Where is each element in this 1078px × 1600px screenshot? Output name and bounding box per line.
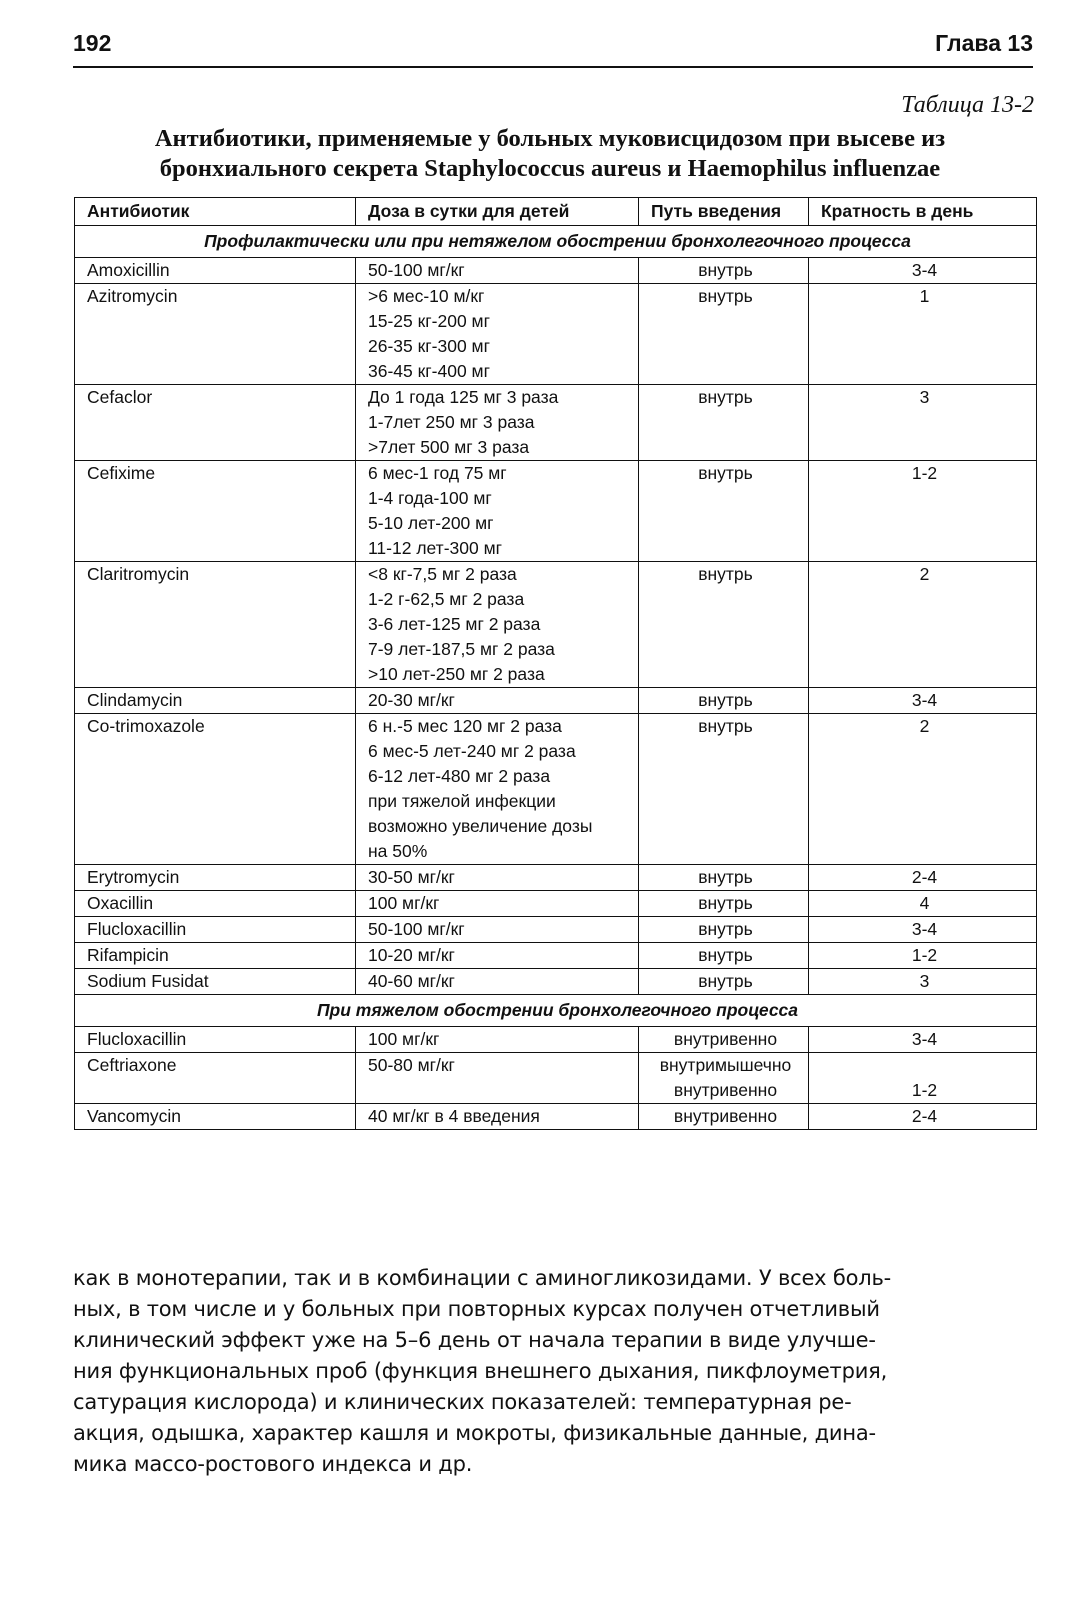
table-row	[75, 1027, 1037, 1053]
dose-cell	[356, 461, 639, 562]
frequency-cell: 3	[809, 969, 1037, 995]
dose-line: 3-6 лет-125 мг 2 раза	[368, 614, 541, 634]
body-line: ных, в том числе и у больных при повторных курсах получен отчетливый	[73, 1297, 880, 1321]
dose-cell	[356, 1104, 639, 1130]
frequency-cell: 2	[809, 562, 1037, 688]
frequency-cell: 1	[809, 284, 1037, 385]
antibiotic-name: Erytromycin	[75, 865, 356, 891]
antibiotic-name: Flucloxacillin	[75, 1027, 356, 1053]
route-cell	[639, 917, 809, 943]
frequency-cell: 2-4	[809, 1104, 1037, 1130]
dose-line: 5-10 лет-200 мг	[368, 513, 494, 533]
antibiotic-name: Azitromycin	[75, 284, 356, 385]
frequency-cell: 3	[809, 385, 1037, 461]
route-cell	[639, 1053, 809, 1104]
dose-cell	[356, 562, 639, 688]
antibiotic-name: Co-trimoxazole	[75, 714, 356, 865]
route-cell	[639, 562, 809, 688]
antibiotic-name: Cefixime	[75, 461, 356, 562]
dose-line: 6 мес-5 лет-240 мг 2 раза	[368, 741, 576, 761]
antibiotic-name: Amoxicillin	[75, 258, 356, 284]
table-row	[75, 688, 1037, 714]
route-line: внутрь	[698, 564, 753, 584]
dose-line: 20-30 мг/кг	[368, 690, 455, 710]
route-line: внутрь	[698, 716, 753, 736]
dose-line: >7лет 500 мг 3 раза	[368, 437, 530, 457]
dose-line: 15-25 кг-200 мг	[368, 311, 490, 331]
dose-cell	[356, 891, 639, 917]
table-row	[75, 865, 1037, 891]
dose-cell	[356, 714, 639, 865]
page-header	[73, 28, 1033, 68]
route-cell	[639, 688, 809, 714]
dose-line: 50-100 мг/кг	[368, 919, 465, 939]
antibiotics-table	[74, 197, 1037, 1130]
route-line: внутрь	[698, 971, 753, 991]
antibiotic-name: Flucloxacillin	[75, 917, 356, 943]
dose-line: 26-35 кг-300 мг	[368, 336, 490, 356]
dose-cell	[356, 943, 639, 969]
route-line: внутрь	[698, 286, 753, 306]
dose-line: 36-45 кг-400 мг	[368, 361, 490, 381]
route-cell	[639, 385, 809, 461]
dose-cell	[356, 284, 639, 385]
table-row	[75, 943, 1037, 969]
route-cell	[639, 714, 809, 865]
section-row	[75, 226, 1037, 258]
dose-line: 40 мг/кг в 4 введения	[368, 1106, 540, 1126]
dose-line: До 1 года 125 мг 3 раза	[368, 387, 559, 407]
frequency-cell: 3-4	[809, 688, 1037, 714]
antibiotic-name: Oxacillin	[75, 891, 356, 917]
antibiotic-name: Claritromycin	[75, 562, 356, 688]
table-row	[75, 714, 1037, 865]
dose-line: на 50%	[368, 841, 428, 861]
dose-cell	[356, 385, 639, 461]
route-line: внутрь	[698, 690, 753, 710]
dose-line: 100 мг/кг	[368, 893, 440, 913]
antibiotic-name: Sodium Fusidat	[75, 969, 356, 995]
chapter-title: Глава 13	[935, 30, 1033, 56]
dose-line: 50-80 мг/кг	[368, 1055, 455, 1075]
page-number: 192	[73, 30, 112, 56]
route-cell	[639, 943, 809, 969]
column-header-frequency: Кратность в день	[809, 198, 1037, 226]
dose-line: 40-60 мг/кг	[368, 971, 455, 991]
frequency-cell: 2-4	[809, 865, 1037, 891]
route-line: внутрь	[698, 260, 753, 280]
dose-line: 1-2 г-62,5 мг 2 раза	[368, 589, 525, 609]
route-line: внутрь	[698, 867, 753, 887]
table-title	[60, 124, 1040, 184]
route-cell	[639, 865, 809, 891]
dose-cell	[356, 1053, 639, 1104]
dose-line: 6 н.-5 мес 120 мг 2 раза	[368, 716, 562, 736]
table-row	[75, 917, 1037, 943]
frequency-cell: 1-2	[809, 461, 1037, 562]
table-row	[75, 385, 1037, 461]
dose-line: 7-9 лет-187,5 мг 2 раза	[368, 639, 555, 659]
route-line: внутрь	[698, 387, 753, 407]
dose-cell	[356, 258, 639, 284]
table-title-line: бронхиального секрета Staphylococcus aureus и Haemophilus influenzae	[159, 155, 941, 182]
route-line: внутривенно	[673, 1029, 778, 1049]
section-heading: Профилактически или при нетяжелом обострении бронхолегочного процесса	[75, 226, 1037, 258]
dose-line: 6-12 лет-480 мг 2 раза	[368, 766, 551, 786]
table-header-row	[75, 198, 1037, 226]
frequency-cell: 1-2	[809, 1053, 1037, 1104]
antibiotic-name: Ceftriaxone	[75, 1053, 356, 1104]
dose-line: при тяжелой инфекции	[368, 791, 556, 811]
dose-cell	[356, 1027, 639, 1053]
body-line: акция, одышка, характер кашля и мокроты, физикальные данные, дина-	[73, 1421, 876, 1445]
route-cell	[639, 258, 809, 284]
dose-line: 10-20 мг/кг	[368, 945, 455, 965]
dose-line: 30-50 мг/кг	[368, 867, 455, 887]
antibiotic-name: Vancomycin	[75, 1104, 356, 1130]
table-row	[75, 891, 1037, 917]
dose-line: 1-7лет 250 мг 3 раза	[368, 412, 535, 432]
dose-line: >6 мес-10 м/кг	[368, 286, 485, 306]
dose-line: 50-100 мг/кг	[368, 260, 465, 280]
table-row	[75, 969, 1037, 995]
antibiotic-name: Rifampicin	[75, 943, 356, 969]
body-line: клинический эффект уже на 5–6 день от начала терапии в виде улучше-	[73, 1328, 876, 1352]
dose-cell	[356, 969, 639, 995]
table-row	[75, 1104, 1037, 1130]
body-line: сатурация кислорода) и клинических показателей: температурная ре-	[73, 1390, 852, 1414]
frequency-cell: 1-2	[809, 943, 1037, 969]
frequency-cell: 3-4	[809, 1027, 1037, 1053]
route-cell	[639, 1104, 809, 1130]
route-cell	[639, 969, 809, 995]
body-line: ния функциональных проб (функция внешнего дыхания, пикфлоуметрия,	[73, 1359, 888, 1383]
table-row	[75, 562, 1037, 688]
route-cell	[639, 891, 809, 917]
frequency-cell: 3-4	[809, 258, 1037, 284]
antibiotic-name: Cefaclor	[75, 385, 356, 461]
column-header-route: Путь введения	[639, 198, 809, 226]
dose-line: >10 лет-250 мг 2 раза	[368, 664, 545, 684]
body-paragraph	[73, 1263, 1035, 1480]
column-header-antibiotic: Антибиотик	[75, 198, 356, 226]
table-row	[75, 1053, 1037, 1104]
route-line: внутримышечно	[659, 1055, 792, 1075]
table-row	[75, 258, 1037, 284]
route-line: внутривенно	[673, 1080, 778, 1100]
route-line: внутрь	[698, 945, 753, 965]
table-row	[75, 461, 1037, 562]
route-cell	[639, 461, 809, 562]
dose-line: 100 мг/кг	[368, 1029, 440, 1049]
section-row	[75, 995, 1037, 1027]
route-line: внутривенно	[673, 1106, 778, 1126]
dose-cell	[356, 917, 639, 943]
body-line: мика массо-ростового индекса и др.	[73, 1452, 473, 1476]
table-row	[75, 284, 1037, 385]
route-line: внутрь	[698, 919, 753, 939]
dose-line: возможно увеличение дозы	[368, 816, 593, 836]
antibiotic-name: Clindamycin	[75, 688, 356, 714]
dose-line: 1-4 года-100 мг	[368, 488, 492, 508]
dose-cell	[356, 688, 639, 714]
frequency-cell: 4	[809, 891, 1037, 917]
route-cell	[639, 1027, 809, 1053]
frequency-cell: 3-4	[809, 917, 1037, 943]
section-heading: При тяжелом обострении бронхолегочного процесса	[75, 995, 1037, 1027]
route-line: внутрь	[698, 893, 753, 913]
route-cell	[639, 284, 809, 385]
route-line: внутрь	[698, 463, 753, 483]
column-header-dose: Доза в сутки для детей	[356, 198, 639, 226]
table-title-line: Антибиотики, применяемые у больных муковисцидозом при высеве из	[154, 125, 946, 152]
frequency-cell: 2	[809, 714, 1037, 865]
dose-line: 6 мес-1 год 75 мг	[368, 463, 507, 483]
dose-line: <8 кг-7,5 мг 2 раза	[368, 564, 517, 584]
table-label: Таблица 13-2	[901, 92, 1034, 118]
dose-cell	[356, 865, 639, 891]
body-line: как в монотерапии, так и в комбинации с аминогликозидами. У всех боль-	[73, 1266, 892, 1290]
dose-line: 11-12 лет-300 мг	[368, 538, 503, 558]
